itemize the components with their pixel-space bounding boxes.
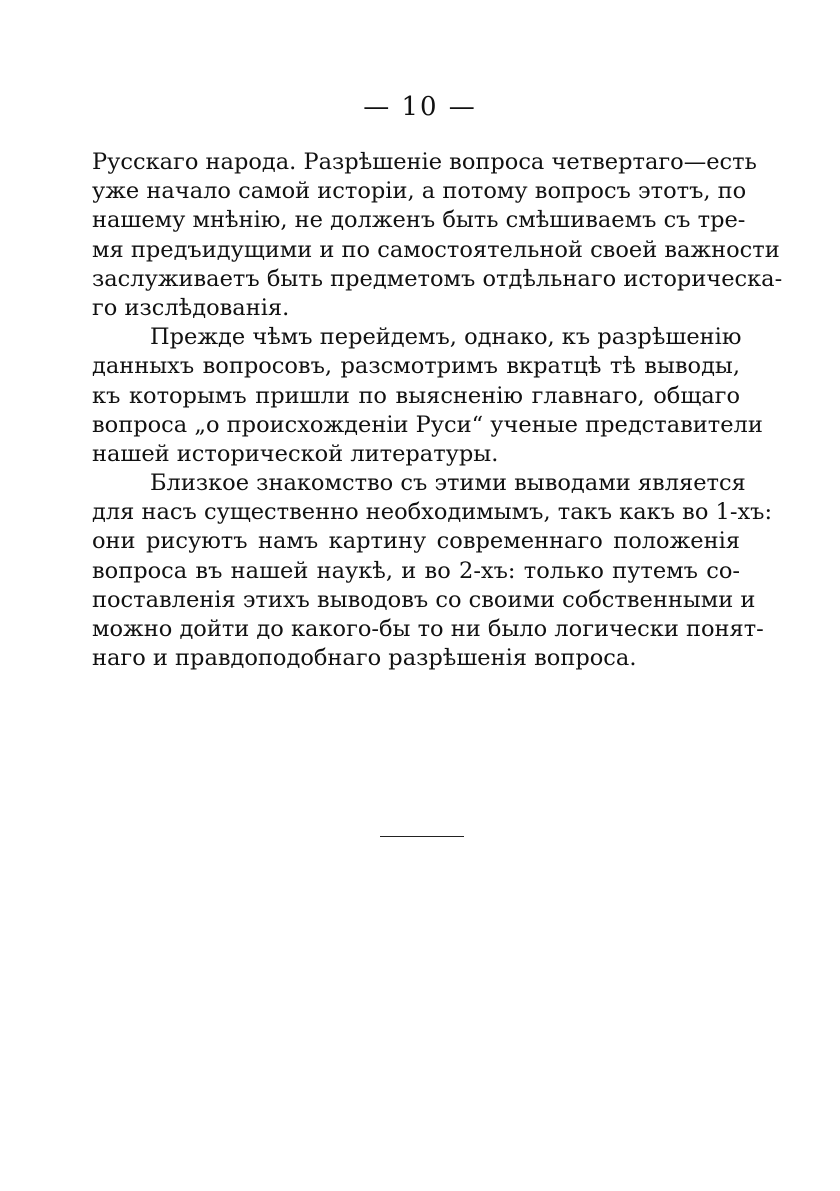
- text-line: нашему мнѣнію, не долженъ быть смѣшиваемъ съ тре-: [92, 207, 746, 234]
- text-line: заслуживаетъ быть предметомъ отдѣльнаго историческа-: [92, 265, 783, 292]
- body-text: [92, 148, 783, 673]
- text-line: Русскаго народа. Разрѣшеніе вопроса четвертаго—есть: [92, 149, 757, 175]
- text-line: къ которымъ пришли по выясненію главнаго, общаго: [92, 382, 740, 409]
- text-line: данныхъ вопросовъ, разсмотримъ вкратцѣ тѣ выводы,: [92, 353, 740, 380]
- text-line: вопроса въ нашей наукѣ, и во 2-хъ: только путемъ со-: [92, 557, 740, 584]
- text-line: уже начало самой исторіи, а потому вопросъ этотъ, по: [92, 178, 747, 205]
- text-line: нашей исторической литературы.: [92, 440, 499, 467]
- text-line: Прежде чѣмъ перейдемъ, однако, къ разрѣшенію: [150, 324, 742, 351]
- section-divider-rule: [380, 836, 464, 837]
- text-line: для насъ существенно необходимымъ, такъ какъ во 1-хъ:: [92, 499, 773, 526]
- text-line: вопроса „о происхожденіи Руси“ ученые представители: [92, 411, 763, 438]
- text-line: они рисуютъ намъ картину современнаго положенія: [92, 528, 740, 555]
- page-number: — 10 —: [363, 92, 477, 122]
- text-line: наго и правдоподобнаго разрѣшенія вопроса.: [92, 645, 637, 672]
- text-line: мя предъидущими и по самостоятельной своей важности: [92, 236, 780, 263]
- text-line: можно дойти до какого-бы то ни было логически понят-: [92, 616, 764, 642]
- text-line: поставленія этихъ выводовъ со своими собственными и: [92, 586, 756, 613]
- text-line: Близкое знакомство съ этими выводами является: [150, 470, 746, 497]
- text-line: го изслѣдованія.: [92, 294, 290, 321]
